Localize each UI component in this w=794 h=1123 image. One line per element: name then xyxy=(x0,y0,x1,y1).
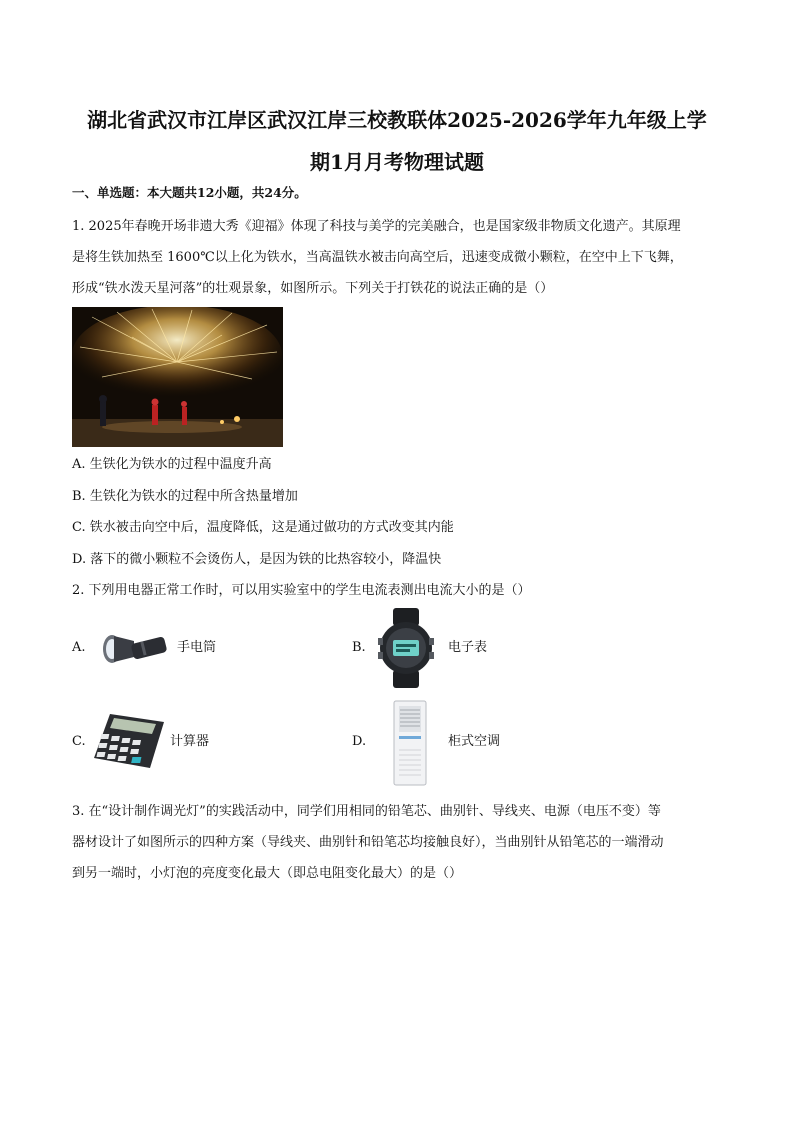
question-1-line3: 形成“铁水泼天星河落”的壮观景象，如图所示。下列关于打铁花的说法正确的是（） xyxy=(72,281,554,296)
question-2-choice-b-letter: B. xyxy=(352,640,366,655)
question-1-option-c: C. 铁水被击向空中后，温度降低，这是通过做功的方式改变其内能 xyxy=(72,520,454,535)
question-1-line2: 是将生铁加热至 1600℃以上化为铁水，当高温铁水被击向高空后，迅速变成微小颗粒，在空中上下飞舞， xyxy=(72,250,683,265)
question-3-line1: 3. 在“设计制作调光灯”的实践活动中，同学们用相同的铅笔芯、曲别针、导线夹、电源（电压不变）等 xyxy=(72,804,661,819)
digital-watch-icon xyxy=(376,608,436,692)
question-3-stem xyxy=(72,796,720,889)
question-1-option-b: B. 生铁化为铁水的过程中所含热量增加 xyxy=(72,489,298,504)
flashlight-icon xyxy=(100,623,170,675)
question-2-choice-a-label: 手电筒 xyxy=(177,640,217,655)
question-3-line2: 器材设计了如图所示的四种方案（导线夹、曲别针和铅笔芯均接触良好），当曲别针从铅笔芯的一端滑动 xyxy=(72,835,664,850)
section-heading: 一、单选题：本大题共12小题，共24分。 xyxy=(72,185,307,200)
question-3-line3: 到另一端时，小灯泡的亮度变化最大（即总电阻变化最大）的是（） xyxy=(72,866,463,881)
calculator-icon xyxy=(92,712,166,774)
air-conditioner-icon xyxy=(390,700,430,790)
question-2-choice-b-label: 电子表 xyxy=(448,640,488,655)
iron-flower-photo xyxy=(72,307,283,447)
exam-title-line2: 期1月月考物理试题 xyxy=(310,150,484,174)
question-1-option-a: A. 生铁化为铁水的过程中温度升高 xyxy=(72,457,272,472)
question-1-option-d: D. 落下的微小颗粒不会烫伤人，是因为铁的比热容较小，降温快 xyxy=(72,552,442,567)
exam-title-line1: 湖北省武汉市江岸区武汉江岸三校教联体2025-2026学年九年级上学 xyxy=(87,108,707,132)
question-1-stem xyxy=(72,211,720,304)
iron-flower-illustration xyxy=(72,307,283,447)
question-2-choice-d-letter: D. xyxy=(352,734,367,749)
question-1-line1: 1. 2025年春晚开场非遗大秀《迎福》体现了科技与美学的完美融合，也是国家级非物质文化遗产。其原理 xyxy=(72,219,681,234)
question-2-choice-d-label: 柜式空调 xyxy=(448,734,501,749)
question-2-choice-c-label: 计算器 xyxy=(170,734,210,749)
question-2-choice-c-letter: C. xyxy=(72,734,86,749)
question-2-choice-a-letter: A. xyxy=(72,640,86,655)
question-2-stem: 2. 下列用电器正常工作时，可以用实验室中的学生电流表测出电流大小的是（） xyxy=(72,583,531,598)
